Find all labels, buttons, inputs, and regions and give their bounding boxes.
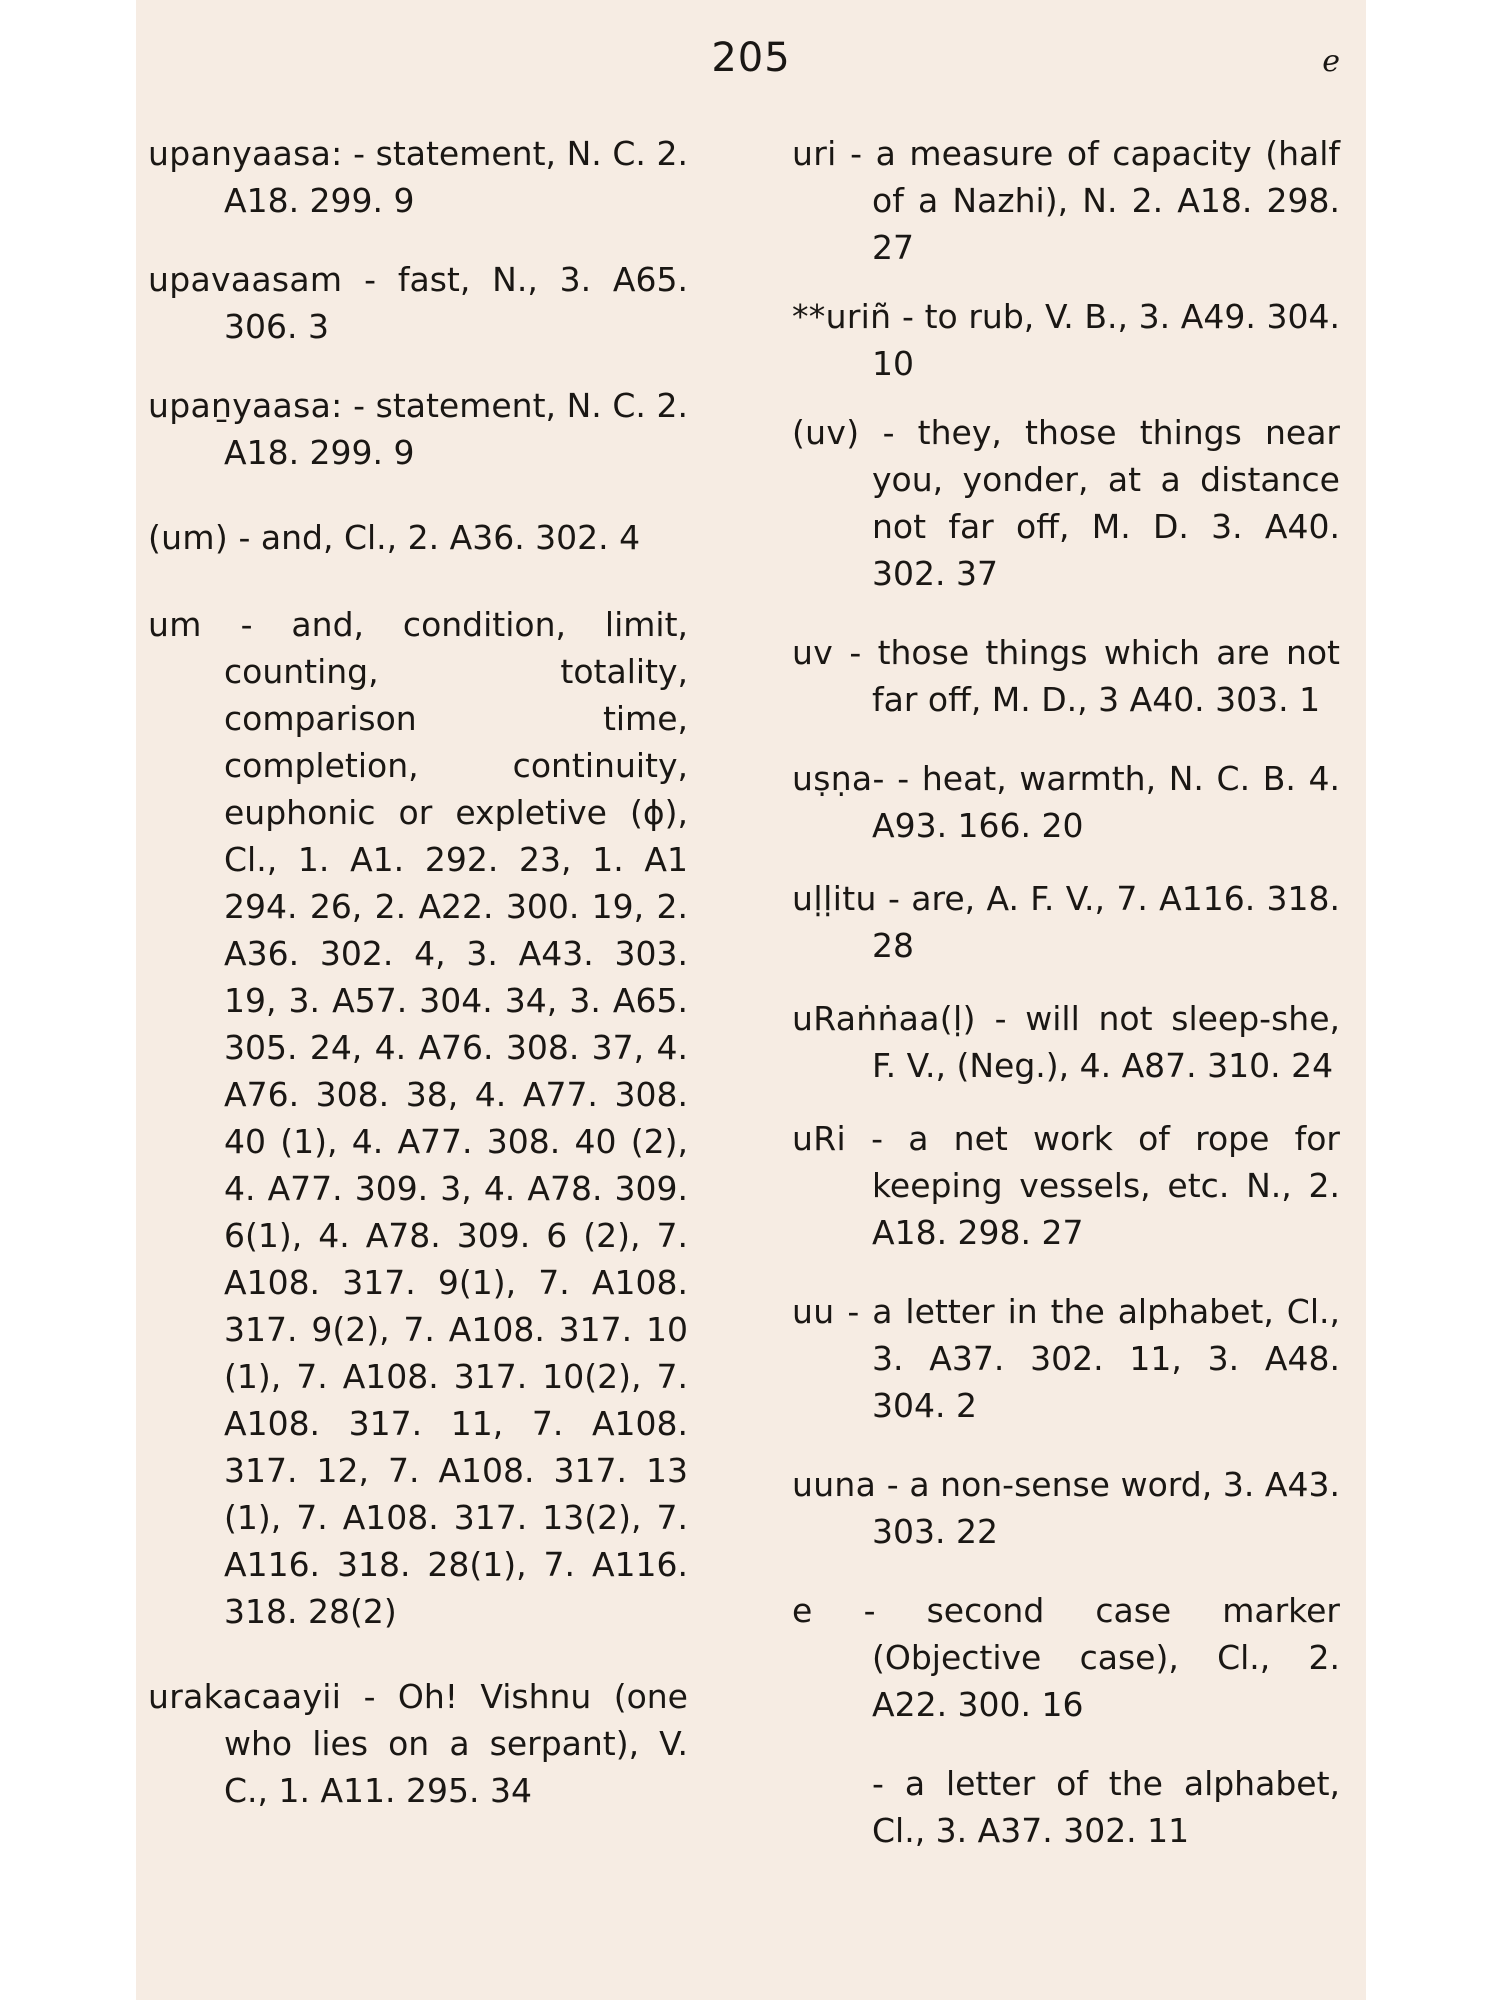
dictionary-entry — [792, 875, 1340, 969]
entry-headword: um — [148, 605, 202, 644]
dictionary-entry — [792, 293, 1340, 387]
entry-headword: uRi — [792, 1119, 846, 1158]
entry-headword: upaṉyaasa: — [148, 386, 343, 425]
dictionary-entry — [792, 1288, 1340, 1429]
entry-headword: uRaṅṅaa(ḷ) — [792, 999, 976, 1038]
dictionary-entry — [792, 1115, 1340, 1256]
left-column — [148, 130, 688, 1814]
dictionary-entry — [148, 1673, 688, 1814]
entry-headword: (uv) — [792, 413, 860, 452]
right-column — [792, 130, 1340, 1854]
page-number: 205 — [711, 35, 791, 81]
dictionary-entry — [792, 1587, 1340, 1728]
dictionary-entry — [148, 130, 688, 224]
dictionary-entry-continuation — [792, 1760, 1340, 1854]
entry-definition: - those things which are not far off, M. D., 3 A40. 303. 1 — [833, 633, 1340, 719]
entry-definition: - a letter in the alphabet, Cl., 3. A37. 302. 11, 3. A48. 304. 2 — [834, 1292, 1340, 1425]
dictionary-entry — [792, 1461, 1340, 1555]
entry-definition: - heat, warmth, N. C. B. 4. A93. 166. 20 — [872, 759, 1340, 845]
entry-headword: uv — [792, 633, 834, 672]
entry-headword: **uriñ — [792, 297, 892, 336]
entry-definition: - fast, N., 3. A65. 306. 3 — [224, 260, 688, 346]
entry-definition: - statement, N. C. 2. A18. 299. 9 — [224, 134, 688, 220]
entry-headword: urakacaayii — [148, 1677, 342, 1716]
dictionary-entry — [148, 514, 688, 561]
entry-definition: - a non-sense word, 3. A43. 303. 22 — [872, 1465, 1340, 1551]
dictionary-entry — [792, 755, 1340, 849]
entry-headword: (um) — [148, 518, 229, 557]
entry-definition: - are, A. F. V., 7. A116. 318. 28 — [872, 879, 1340, 965]
book-page — [136, 0, 1366, 2000]
dictionary-entry — [148, 256, 688, 350]
entry-definition: - and, condition, limit, counting, totality, comparison time, completion, continuity, euphonic or expletive (ɸ), Cl., 1. A1. 292. 23, 1. A1 294. 26, 2. A22. 300. 19, 2. A36. 302. 4, 3. A43. 303. 19, 3. A57. 304. 34, 3. A65. 305. 24, 4. A76. 308. 37, 4. A76. 308. 38, 4. A77. 308. 40 (1), 4. A77. 308. 40 (2), 4. A77. 309. 3, 4. A78. 309. 6(1), 4. A78. 309. 6 (2), 7. A108. 317. 9(1), 7. A108. 317. 9(2), 7. A108. 317. 10 (1), 7. A108. 317. 10(2), 7. A108. 317. 11, 7. A108. 317. 12, 7. A108. 317. 13 (1), 7. A108. 317. 13(2), 7. A116. 318. 28(1), 7. A116. 318. 28(2) — [201, 605, 688, 1631]
dictionary-entry — [792, 995, 1340, 1089]
entry-definition: - they, those things near you, yonder, at a distance not far off, M. D. 3. A40. 302. 37 — [859, 413, 1340, 593]
entry-headword: uuna — [792, 1465, 877, 1504]
entry-definition: - statement, N. C. 2. A18. 299. 9 — [224, 386, 688, 472]
entry-headword: uḷḷitu — [792, 879, 877, 918]
dictionary-entry — [148, 382, 688, 476]
entry-definition: - second case marker (Objective case), Cl., 2. A22. 300. 16 — [812, 1591, 1340, 1724]
entry-headword: uri — [792, 134, 837, 173]
entry-definition: - a measure of capacity (half of a Nazhi), N. 2. A18. 298. 27 — [836, 134, 1340, 267]
entry-definition: - and, Cl., 2. A36. 302. 4 — [228, 518, 641, 557]
entry-definition: - a letter of the alphabet, Cl., 3. A37. 302. 11 — [872, 1764, 1340, 1850]
entry-definition: - to rub, V. B., 3. A49. 304. 10 — [872, 297, 1340, 383]
section-letter: e — [1322, 44, 1340, 79]
dictionary-entry — [148, 601, 688, 1635]
entry-definition: - will not sleep-she, F. V., (Neg.), 4. A87. 310. 24 — [872, 999, 1340, 1085]
entry-headword: upanyaasa: — [148, 134, 343, 173]
entry-headword: e — [792, 1591, 813, 1630]
entry-definition: - a net work of rope for keeping vessels, etc. N., 2. A18. 298. 27 — [845, 1119, 1340, 1252]
dictionary-entry — [792, 409, 1340, 597]
entry-headword: uu — [792, 1292, 835, 1331]
dictionary-entry — [792, 629, 1340, 723]
dictionary-entry — [792, 130, 1340, 271]
entry-definition: - Oh! Vishnu (one who lies on a serpant), V. C., 1. A11. 295. 34 — [224, 1677, 688, 1810]
entry-headword: uṣṇa- — [792, 759, 885, 798]
entry-headword: upavaasam — [148, 260, 343, 299]
